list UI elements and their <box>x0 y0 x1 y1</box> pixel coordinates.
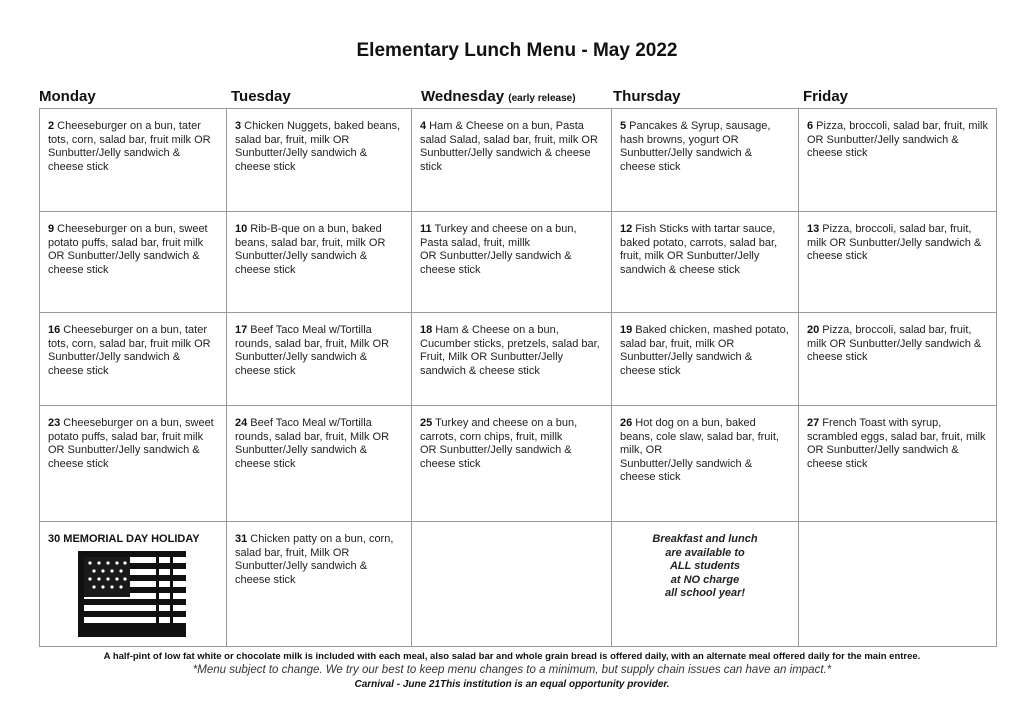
calendar-week-5 <box>40 522 997 647</box>
day-number: 18 <box>420 324 433 336</box>
day-cell <box>227 313 412 406</box>
empty-cell <box>799 522 997 647</box>
day-cell <box>612 212 799 313</box>
empty-cell <box>412 522 612 647</box>
day-number: 5 <box>620 120 627 132</box>
menu-text: Cheeseburger on a bun, tater tots, corn, salad bar, fruit milk OR Sunbutter/Jelly sandwich & cheese stick <box>48 120 211 173</box>
menu-text: Chicken patty on a bun, corn, salad bar, fruit, Milk OR Sunbutter/Jelly sandwich & cheese stick <box>235 533 394 586</box>
day-cell <box>412 313 612 406</box>
day-number: 23 <box>48 417 61 429</box>
calendar-body <box>40 109 997 522</box>
day-cell <box>799 109 997 212</box>
day-number: 31 <box>235 533 248 545</box>
day-number: 16 <box>48 324 61 336</box>
day-number: 2 <box>48 120 55 132</box>
menu-calendar <box>39 108 997 647</box>
menu-text: Pizza, broccoli, salad bar, fruit, milk OR Sunbutter/Jelly sandwich & cheese stick <box>807 120 988 160</box>
header-wednesday-label: Wednesday <box>421 88 505 105</box>
day-cell-31 <box>227 522 412 647</box>
menu-text: Baked chicken, mashed potato, salad bar, fruit, milk OR Sunbutter/Jelly sandwich & cheese stick <box>620 324 789 377</box>
promo-line: are available to <box>665 546 745 559</box>
promo-line: at NO charge <box>670 573 740 586</box>
day-cell <box>799 313 997 406</box>
calendar-week-1 <box>40 109 997 212</box>
menu-text: Chicken Nuggets, baked beans, salad bar, fruit, milk OR Sunbutter/Jelly sandwich & cheese stick <box>235 120 401 173</box>
american-flag-image <box>78 551 186 637</box>
day-cell <box>40 406 227 522</box>
menu-text: Beef Taco Meal w/Tortilla rounds, salad bar, fruit, Milk OR Sunbutter/Jelly sandwich & cheese stick <box>235 417 390 470</box>
day-cell <box>227 109 412 212</box>
day-number: 25 <box>420 417 433 429</box>
header-monday: Monday <box>39 88 96 105</box>
day-number: 4 <box>420 120 427 132</box>
day-number: 9 <box>48 223 55 235</box>
day-cell <box>412 212 612 313</box>
menu-text: Ham & Cheese on a bun, Cucumber sticks, pretzels, salad bar, Fruit, Milk OR Sunbutter/Jelly sandwich & cheese stick <box>420 324 600 377</box>
promo-line: Breakfast and lunch <box>652 533 758 545</box>
menu-text: Pizza, broccoli, salad bar, fruit, milk OR Sunbutter/Jelly sandwich & cheese stick <box>807 223 982 263</box>
free-meals-note <box>612 522 799 647</box>
day-cell <box>40 313 227 406</box>
menu-text: Cheeseburger on a bun, sweet potato puffs, salad bar, fruit milk OR Sunbutter/Jelly sandwich & cheese stick <box>48 223 208 276</box>
calendar-week-3 <box>40 313 997 406</box>
memorial-day-label: 30 MEMORIAL DAY HOLIDAY <box>48 533 200 545</box>
day-cell <box>227 212 412 313</box>
day-number: 6 <box>807 120 814 132</box>
calendar-week-4 <box>40 406 997 522</box>
menu-text: Rib-B-que on a bun, baked beans, salad bar, fruit, milk OR Sunbutter/Jelly sandwich & cheese stick <box>235 223 386 276</box>
day-cell <box>412 406 612 522</box>
menu-text: Turkey and cheese on a bun, Pasta salad, fruit, millk OR Sunbutter/Jelly sandwich & cheese stick <box>420 223 577 276</box>
calendar-week-2 <box>40 212 997 313</box>
day-number: 13 <box>807 223 820 235</box>
day-number: 20 <box>807 324 820 336</box>
menu-text: French Toast with syrup, scrambled eggs, salad bar, fruit, milk OR Sunbutter/Jelly sandwich & cheese stick <box>807 417 986 470</box>
promo-line: ALL students <box>669 560 741 573</box>
day-cell <box>40 212 227 313</box>
day-cell <box>799 212 997 313</box>
day-cell <box>412 109 612 212</box>
menu-text: Cheeseburger on a bun, tater tots, corn, salad bar, fruit milk OR Sunbutter/Jelly sandwich & cheese stick <box>48 324 211 377</box>
header-wednesday <box>421 88 576 105</box>
day-cell <box>612 313 799 406</box>
day-number: 17 <box>235 324 248 336</box>
day-number: 19 <box>620 324 633 336</box>
menu-change-note: *Menu subject to change. We try our best to keep menu changes to a minimum, but supply chain issues can have an impact.* <box>192 664 832 676</box>
menu-text: Turkey and cheese on a bun, carrots, corn chips, fruit, millk OR Sunbutter/Jelly sandwich & cheese stick <box>420 417 578 470</box>
page-title: Elementary Lunch Menu - May 2022 <box>356 40 678 61</box>
promo-line: all school year! <box>664 587 746 600</box>
menu-text: Beef Taco Meal w/Tortilla rounds, salad bar, fruit, Milk OR Sunbutter/Jelly sandwich & cheese stick <box>235 324 390 377</box>
day-number: 27 <box>807 417 820 429</box>
day-number: 11 <box>420 223 432 235</box>
equal-opportunity-note: Carnival - June 21This institution is an equal opportunity provider. <box>354 679 670 690</box>
early-release-note: (early release) <box>508 93 576 104</box>
day-cell <box>799 406 997 522</box>
menu-text: Pancakes & Syrup, sausage, hash browns, yogurt OR Sunbutter/Jelly sandwich & cheese stick <box>620 120 771 173</box>
milk-note: A half-pint of low fat white or chocolate milk is included with each meal, also salad bar and whole grain bread is offered daily, with an alternate meal offered daily for the main entree. <box>103 651 921 662</box>
day-cell <box>227 406 412 522</box>
day-number: 12 <box>620 223 633 235</box>
header-thursday: Thursday <box>613 88 681 105</box>
menu-text: Cheeseburger on a bun, sweet potato puffs, salad bar, fruit milk OR Sunbutter/Jelly sandwich & cheese stick <box>48 417 214 470</box>
day-cell <box>40 109 227 212</box>
day-number: 3 <box>235 120 242 132</box>
header-tuesday: Tuesday <box>231 88 291 105</box>
menu-text: Ham & Cheese on a bun, Pasta salad Salad, salad bar, fruit, milk OR Sunbutter/Jelly sandwich & cheese stick <box>420 120 598 173</box>
day-cell <box>612 406 799 522</box>
menu-text: Pizza, broccoli, salad bar, fruit, milk OR Sunbutter/Jelly sandwich & cheese stick <box>807 324 982 364</box>
day-cell <box>612 109 799 212</box>
header-friday: Friday <box>803 88 849 105</box>
menu-text: Fish Sticks with tartar sauce, baked potato, carrots, salad bar, fruit, milk OR Sunbutter/Jelly sandwich & cheese stick <box>620 223 778 276</box>
day-number: 10 <box>235 223 248 235</box>
day-cell-30 <box>40 522 227 647</box>
menu-text: Hot dog on a bun, baked beans, cole slaw, salad bar, fruit, milk, OR Sunbutter/Jelly sandwich & cheese stick <box>620 417 779 484</box>
day-number: 26 <box>620 417 633 429</box>
day-number: 24 <box>235 417 248 429</box>
